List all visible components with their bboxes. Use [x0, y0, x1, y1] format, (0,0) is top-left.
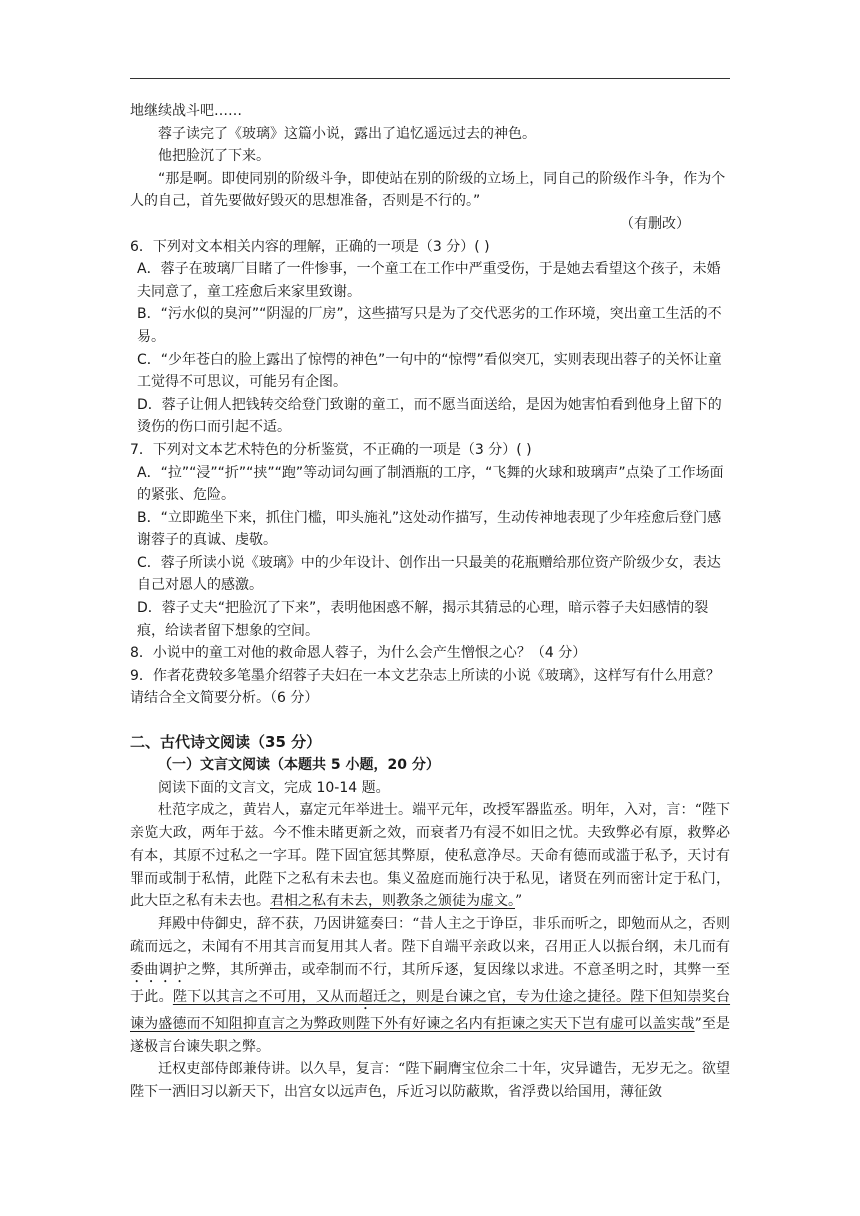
dotted-word: 委曲调护 — [130, 961, 188, 978]
classical-passage — [130, 799, 730, 1104]
question-6: 6．下列对文本相关内容的理解，正确的一项是（3 分）( ) — [130, 238, 490, 255]
section-heading: 二、古代诗文阅读（35 分） — [130, 733, 322, 752]
question-6-option-c: C．“少年苍白的脸上露出了惊愕的神色”一句中的“惊愕”看似突兀，实则表现出蓉子的关怀让童工觉得不可思议，可能另有企图。 — [137, 351, 722, 391]
question-9: 9．作者花费较多笔墨介绍蓉子夫妇在一本文艺杂志上所读的小说《玻璃》，这样写有什么用意？请结合全文简要分析。（6 分） — [130, 667, 720, 707]
page-content — [130, 100, 730, 1104]
story-text: 地继续战斗吧…… — [130, 103, 242, 119]
subsection-heading: （一）文言文阅读（本题共 5 小题，20 分） — [158, 757, 440, 774]
dotted-word: 超 — [358, 988, 373, 1005]
reading-instruction: 阅读下面的文言文，完成 10-14 题。 — [158, 779, 390, 796]
passage-paragraph-3: 迁权吏部侍郎兼侍讲。以久旱，复言：“陛下嗣膺宝位余二十年，灾异谴告，无岁无之。欲望陛下一洒旧习以新天下，出宫女以远声色，斥近习以防蔽欺，省浮费以给国用，薄征敛 — [130, 1061, 730, 1101]
underlined-sentence: 迁之，则是台谏之官，专为仕途之捷径。 — [373, 988, 631, 1005]
question-8: 8．小说中的童工对他的救命恩人蓉子，为什么会产生憎恨之心？（4 分） — [130, 645, 587, 662]
question-7: 7．下列对文本艺术特色的分析鉴赏，不正确的一项是（3 分）( ) — [130, 441, 532, 458]
question-6-option-b: B．“污水似的臭河”“阴湿的厂房”，这些描写只是为了交代恶劣的工作环境，突出童工生活的不易。 — [137, 306, 722, 345]
story-text: 他把脸沉了下来。 — [158, 148, 270, 165]
story-text: “那是啊。即使同别的阶级斗争，即使站在别的阶级的立场上，同自己的阶级作斗争，作为个人的自己，首先要做好毁灭的思想准备，否则是不行的。” — [130, 170, 726, 210]
header-rule — [130, 78, 730, 79]
question-6-option-d: D．蓉子让佣人把钱转交给登门致谢的童工，而不愿当面送给，是因为她害怕看到他身上留下的烫伤的伤口而引起不适。 — [137, 396, 722, 436]
passage-paragraph-1: 杜范字成之，黄岩人，嘉定元年举进士。端平元年，改授军器监丞。明年，入对，言：“陛下亲览大政，两年于兹。今不惟未睹更新之效，而衰者乃有浸不如旧之忧。夫致弊必有原，救弊必有本，其原不过私之一字耳。陛下固宜惩其弊原，使私意净尽。天命有德而或滥于私予，天讨有罪而或制于私情，此陛下之私有未去也。集义盈庭而施行决于私见，诸贤在列而密计定于私门，此大臣之私有未去也。君相之私有未去，则教条之颁徒为虚文。” — [130, 802, 730, 910]
question-6-option-a: A．蓉子在玻璃厂目睹了一件惨事，一个童工在工作中严重受伤，于是她去看望这个孩子，未婚夫同意了，童工痊愈后来家里致谢。 — [137, 261, 721, 300]
edit-note: （有删改） — [620, 215, 690, 232]
question-7-option-d: D．蓉子丈夫“把脸沉了下来”，表明他困惑不解，揭示其猜忌的心理，暗示蓉子夫妇感情的裂痕，给读者留下想象的空间。 — [137, 600, 709, 639]
passage-paragraph-2: 拜殿中侍御史，辞不获，乃因讲筵奏曰：“昔人主之于诤臣，非乐而听之，即勉而从之，否则疏而远之，未闻有不用其言而复用其人者。陛下自端平亲政以来，召用正人以振台纲，未几而有委曲调护之弊，其所弹击，或牵制而不行，其所斥逐，复因缘以求进。不意圣明之时，其弊一至于此。陛下以其言之不可用，又从而超迁之，则是台谏之官，专为仕途之捷径。陛下但知崇奖台谏为盛德而不知阻抑直言之为弊政则陛下外有好谏之名内有拒谏之实天下岂有虚可以盖实哉”至是遂极言台谏失职之弊。 — [130, 916, 731, 1055]
wavy-underlined-sentence: 陛下但知崇奖台谏为盛德而不知阻抑直言之为弊政则陛下外有好谏之名内有拒谏之实天下岂有虚可以盖实哉 — [130, 988, 731, 1032]
question-7-option-c: C．蓉子所读小说《玻璃》中的少年设计、创作出一只最美的花瓶赠给那位资产阶级少女，表达自己对恩人的感激。 — [137, 554, 721, 594]
question-7-option-b: B．“立即跪坐下来，抓住门槛，叩头施礼”这处动作描写，生动传神地表现了少年痊愈后登门感谢蓉子的真诚、虔敬。 — [137, 509, 722, 549]
story-text: 蓉子读完了《玻璃》这篇小说，露出了追忆遥远过去的神色。 — [158, 125, 536, 142]
question-7-option-a: A．“拉”“浸”“折”“挟”“跑”等动词勾画了制酒瓶的工序，“飞舞的火球和玻璃声”点染了工作场面的紧张、危险。 — [137, 464, 724, 504]
underlined-sentence: 陛下以其言之不可用，又从而 — [172, 988, 359, 1005]
underlined-sentence: 君相之私有未去，则教条之颁徒为虚文。 — [270, 893, 515, 910]
